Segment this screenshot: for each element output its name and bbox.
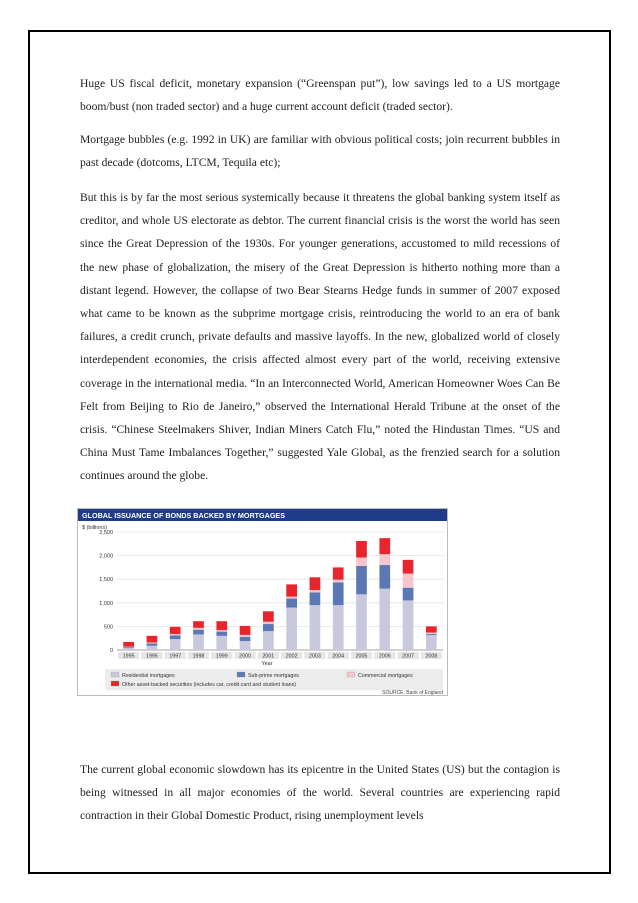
bar-segment (193, 621, 204, 628)
paragraph-2: Mortgage bubbles (e.g. 1992 in UK) are familiar with obvious political costs; join recurrent bubbles in past decade (dotcoms, LTCM, Tequila etc); (80, 133, 560, 170)
bar-segment (147, 636, 158, 643)
paragraph-4: The current global economic slowdown has its epicentre in the United States (US) but the contagion is being witnessed in all major economies of the world. Several countries are experiencing rapid contraction in their Global Domestic Product, rising unemployment levels (80, 763, 560, 823)
bar-segment (333, 605, 344, 650)
x-tick-label: 1997 (169, 653, 182, 660)
chart-frame (78, 509, 448, 696)
paragraph-1: Huge US fiscal deficit, monetary expansion (“Greenspan put”), low savings led to a US mortgage boom/bust (non traded sector) and a huge current account deficit (traded sector). (80, 77, 560, 114)
bar-segment (216, 636, 227, 650)
bar-segment (379, 565, 390, 589)
bar-segment (310, 577, 321, 590)
y-tick-label: 1,000 (99, 600, 113, 607)
bar-segment (170, 634, 181, 635)
bar-segment (240, 635, 251, 637)
y-tick-label: 2,500 (99, 530, 113, 536)
bar-segment (333, 583, 344, 606)
bar-segment (147, 643, 158, 645)
x-axis-label: Year (261, 661, 273, 667)
bar-segment (240, 626, 251, 635)
bar-segment (263, 624, 274, 631)
bar-segment (170, 635, 181, 639)
chart-source: SOURCE: Bank of England (382, 690, 443, 696)
bar-segment (426, 626, 437, 632)
chart-svg (77, 508, 448, 696)
bar-segment (123, 642, 134, 647)
bar-segment (356, 541, 367, 558)
x-tick-label: 2003 (309, 653, 321, 660)
bar-segment (333, 567, 344, 579)
y-tick-label: 500 (103, 624, 113, 631)
x-tick-label: 1995 (122, 653, 135, 660)
bar-segment (263, 631, 274, 650)
bar-segment (286, 584, 297, 596)
bar-segment (356, 594, 367, 650)
x-tick-label: 2000 (239, 653, 251, 660)
x-tick-label: 2002 (285, 653, 298, 660)
bar-segment (379, 589, 390, 650)
x-tick-label: 1999 (215, 653, 228, 660)
bar-segment (310, 605, 321, 650)
bar-segment (426, 635, 437, 650)
x-tick-label: 1998 (192, 653, 205, 660)
bar-segment (286, 597, 297, 599)
paragraph-3: But this is by far the most serious systemically because it threatens the global banking system itself as creditor, and whole US electorate as debtor. The current financial crisis is the worst the world has seen since the Great Depression of the 1930s. For younger generations, accustomed to mild recessions of the new phase of globalization, the misery of the Great Depression is hitherto nothing more than a distant legend. However, the collapse of two Bear Stearns Hedge funds in summer of 2007 exposed what came to be known as the subprime mortgage crisis, reintroducing the world to an era of bank failures, a credit crunch, private defaults and massive layoffs. In the new, globalized world of closely interdependent economies, the crisis affected almost every part of the world, receiving extensive coverage in the international media. “In an Interconnected World, American Homeowner Woes Can Be Felt from Beijing to Rio de Janeiro,” observed the International Herald Tribune at the onset of the crisis. “Chinese Steelmakers Shiver, Indian Miners Catch Flu,” noted the Hindustan Times. “US and China Must Tame Imbalances Together,” suggested Yale Global, as the frenzied search for a solution continues around the globe. (80, 191, 560, 483)
x-tick-label: 2001 (262, 653, 275, 660)
x-tick-label: 2006 (378, 653, 391, 660)
y-tick-label: 1,500 (99, 577, 113, 584)
bar-segment (123, 648, 134, 650)
bar-segment (286, 608, 297, 650)
mortgage-bonds-chart (77, 508, 448, 696)
bar-segment (379, 538, 390, 554)
bar-segment (193, 628, 204, 630)
bar-segment (170, 639, 181, 650)
bar-segment (147, 642, 158, 643)
bar-segment (403, 588, 414, 601)
legend-swatch (111, 681, 119, 686)
bar-segment (426, 633, 437, 634)
bar-segment (356, 566, 367, 594)
bar-segment (333, 580, 344, 583)
legend-label: Commercial mortgages (358, 673, 413, 679)
legend-swatch (347, 672, 355, 677)
legend-swatch (111, 672, 119, 677)
bar-segment (170, 627, 181, 634)
bar-segment (193, 634, 204, 650)
x-tick-label: 2004 (332, 653, 345, 660)
bar-segment (216, 630, 227, 631)
bar-segment (286, 599, 297, 608)
legend-label: Sub-prime mortgages (248, 673, 299, 679)
bar-segment (193, 630, 204, 635)
bar-segment (123, 647, 134, 648)
bar-segment (403, 560, 414, 574)
bar-segment (310, 592, 321, 605)
x-tick-label: 2008 (425, 653, 438, 660)
legend-label: Residential mortgages (122, 673, 175, 679)
bar-segment (310, 590, 321, 592)
x-tick-label: 2007 (402, 653, 414, 660)
y-axis-label: $ (billions) (82, 525, 108, 531)
bar-segment (356, 557, 367, 565)
bar-segment (216, 621, 227, 630)
x-tick-label: 2005 (355, 653, 368, 660)
bar-segment (403, 600, 414, 650)
bar-segment (263, 622, 274, 624)
bar-segment (240, 637, 251, 641)
x-tick-label: 1996 (146, 653, 158, 660)
bar-segment (147, 646, 158, 650)
y-tick-label: 2,000 (99, 553, 113, 560)
bar-segment (403, 574, 414, 588)
bar-segment (263, 611, 274, 621)
legend-label: Other asset-backed securities (includes car, credit card and student loans) (122, 682, 297, 688)
chart-title: GLOBAL ISSUANCE OF BONDS BACKED BY MORTGAGES (82, 511, 285, 520)
bar-segment (240, 641, 251, 650)
legend-swatch (237, 672, 245, 677)
bar-segment (379, 554, 390, 565)
bar-segment (216, 632, 227, 636)
y-tick-label: 0 (109, 648, 113, 654)
bar-segment (426, 634, 437, 635)
